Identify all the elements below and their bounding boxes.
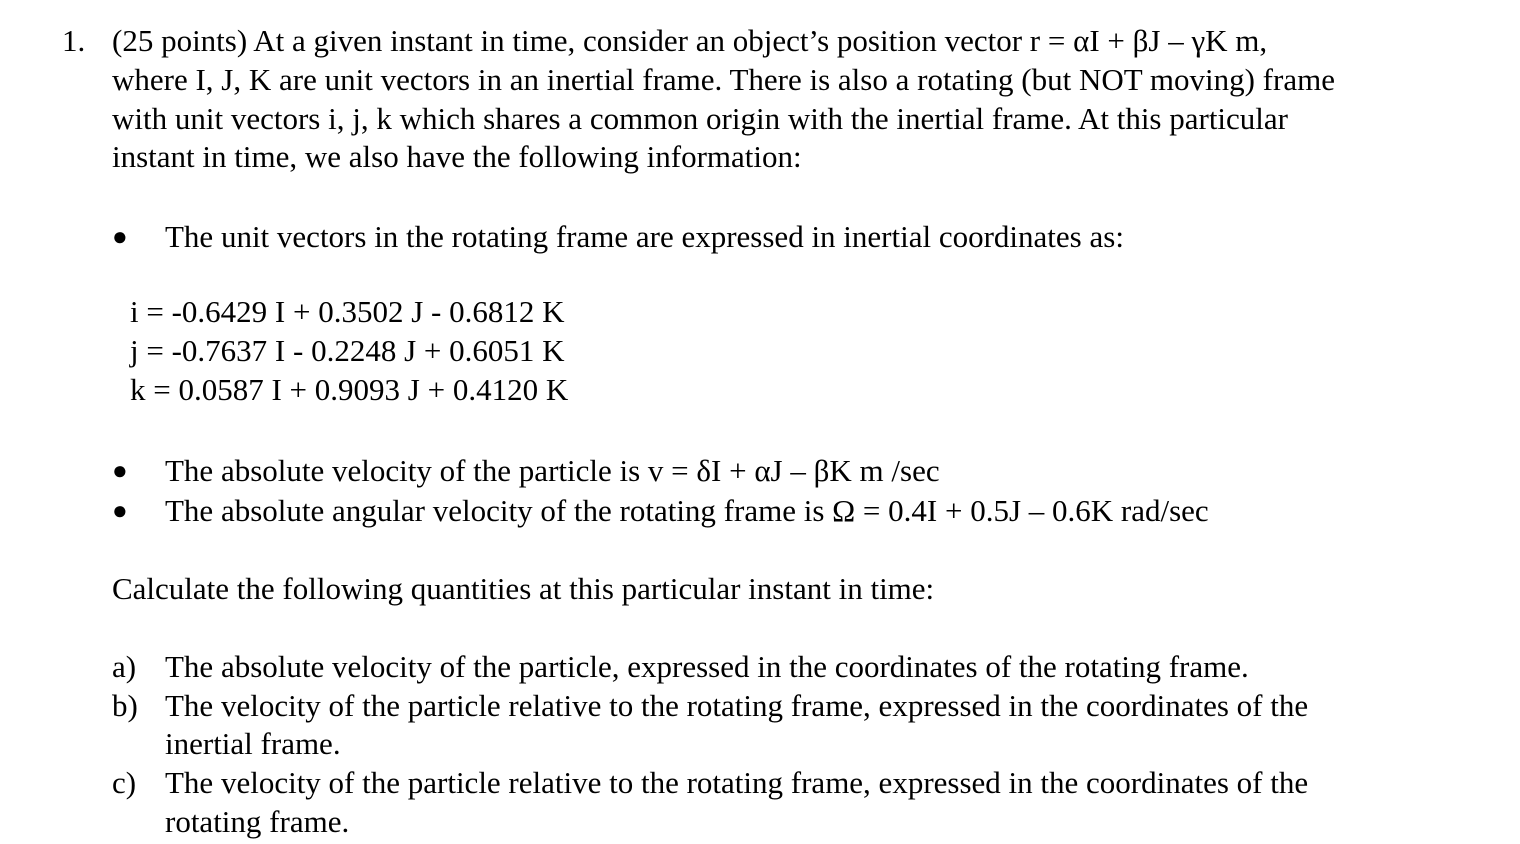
equation-j: j = -0.7637 I - 0.2248 J + 0.6051 K: [130, 333, 565, 368]
bullet-unit-vectors-text: The unit vectors in the rotating frame are expressed in inertial coordinates as:: [165, 219, 1124, 254]
part-a-text: The absolute velocity of the particle, expressed in the coordinates of the rotating frame.: [165, 649, 1249, 684]
intro-line-2: where I, J, K are unit vectors in an inertial frame. There is also a rotating (but NOT moving) frame: [112, 62, 1335, 97]
bullet-icon: ●: [112, 456, 128, 485]
part-c-label: c): [112, 765, 137, 800]
bullet-icon: ●: [112, 222, 128, 251]
intro-line-3: with unit vectors i, j, k which shares a common origin with the inertial frame. At this particular: [112, 101, 1289, 136]
intro-line-1: (25 points) At a given instant in time, consider an object’s position vector r = αI + βJ – γK m,: [112, 23, 1268, 58]
bullet-angular-velocity-text: The absolute angular velocity of the rotating frame is Ω = 0.4I + 0.5J – 0.6K rad/sec: [165, 493, 1209, 528]
part-b-text-2: inertial frame.: [165, 726, 341, 761]
part-c-text-2: rotating frame.: [165, 804, 350, 839]
part-b-label: b): [112, 688, 138, 723]
bullet-velocity-text: The absolute velocity of the particle is v = δI + αJ – βK m /sec: [165, 453, 940, 488]
equation-i: i = -0.6429 I + 0.3502 J - 0.6812 K: [130, 294, 565, 329]
part-a-label: a): [112, 649, 137, 684]
intro-line-4: instant in time, we also have the following information:: [112, 139, 802, 174]
part-b-text-1: The velocity of the particle relative to the rotating frame, expressed in the coordinates of the: [165, 688, 1309, 723]
bullet-icon: ●: [112, 496, 128, 525]
equation-k: k = 0.0587 I + 0.9093 J + 0.4120 K: [130, 372, 569, 407]
calc-prompt: Calculate the following quantities at this particular instant in time:: [112, 571, 935, 606]
problem-number: 1.: [62, 23, 86, 58]
part-c-text-1: The velocity of the particle relative to the rotating frame, expressed in the coordinates of the: [165, 765, 1309, 800]
